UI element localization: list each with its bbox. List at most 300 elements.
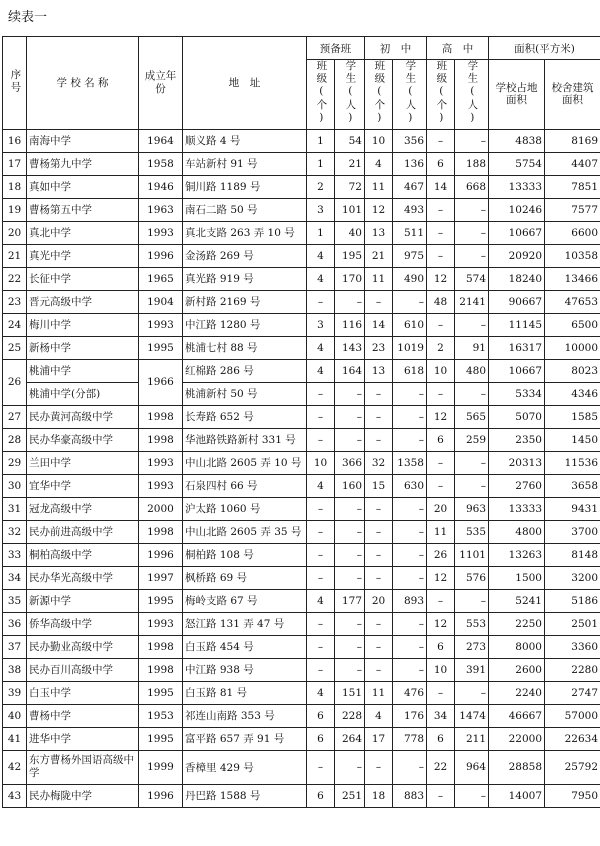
header-junior: 初 中 [365,37,427,60]
cell-senior-classes: 14 [427,175,455,198]
table-row [3,175,600,198]
cell-seq: 30 [3,474,27,497]
cell-name: 进华中学 [27,727,139,750]
cell-junior-students: 630 [393,474,427,497]
table-row [3,428,600,451]
table-row [3,474,600,497]
cell-address: 长寿路 652 号 [183,405,307,428]
cell-seq: 21 [3,244,27,267]
table-row [3,589,600,612]
cell-senior-classes: 10 [427,658,455,681]
cell-building-area: 2501 [545,612,600,635]
cell-land-area: 1500 [489,566,545,589]
table-row [3,704,600,727]
table-row [3,267,600,290]
cell-land-area: 8000 [489,635,545,658]
cell-seq: 34 [3,566,27,589]
cell-year: 1993 [139,451,183,474]
cell-junior-students: – [393,382,427,405]
cell-junior-students: – [393,497,427,520]
cell-name: 民办百川高级中学 [27,658,139,681]
cell-address: 中山北路 2605 弄 10 号 [183,451,307,474]
cell-name: 冠龙高级中学 [27,497,139,520]
cell-senior-classes: 12 [427,566,455,589]
cell-seq: 41 [3,727,27,750]
table-row [3,382,600,405]
cell-name: 桐柏高级中学 [27,543,139,566]
header-junior-classes: 班级(个) [365,60,393,130]
cell-building-area: 3658 [545,474,600,497]
cell-senior-classes: – [427,129,455,152]
cell-year: 1995 [139,336,183,359]
cell-building-area: 8169 [545,129,600,152]
cell-prep-classes: 1 [307,152,335,175]
cell-senior-classes: 6 [427,635,455,658]
cell-name: 晋元高级中学 [27,290,139,313]
cell-prep-students: 164 [335,359,365,382]
cell-prep-students: 101 [335,198,365,221]
cell-junior-classes: 12 [365,198,393,221]
cell-prep-classes: – [307,382,335,405]
cell-prep-students: – [335,566,365,589]
cell-year: 1998 [139,405,183,428]
cell-junior-classes: 10 [365,129,393,152]
cell-junior-students: 1019 [393,336,427,359]
header-area: 面积(平方米) [489,37,600,60]
cell-building-area: 6600 [545,221,600,244]
cell-name: 民办华光高级中学 [27,566,139,589]
header-name: 学 校 名 称 [27,37,139,130]
cell-junior-students: – [393,543,427,566]
cell-senior-students: 535 [455,520,489,543]
cell-year: 1963 [139,198,183,221]
cell-land-area: 16317 [489,336,545,359]
cell-prep-students: 151 [335,681,365,704]
cell-senior-classes: 6 [427,428,455,451]
cell-land-area: 14007 [489,784,545,807]
cell-address: 中江路 1280 号 [183,313,307,336]
cell-junior-students: 490 [393,267,427,290]
cell-junior-classes: 11 [365,175,393,198]
cell-year: 1953 [139,704,183,727]
cell-name: 桃浦中学 [27,359,139,382]
cell-prep-students: 170 [335,267,365,290]
cell-senior-classes: 48 [427,290,455,313]
cell-name: 新源中学 [27,589,139,612]
table-row [3,290,600,313]
table-row [3,359,600,382]
cell-senior-students: – [455,451,489,474]
header-land-area: 学校占地面积 [489,60,545,130]
cell-junior-students: 356 [393,129,427,152]
cell-seq: 22 [3,267,27,290]
cell-prep-classes: – [307,497,335,520]
cell-land-area: 18240 [489,267,545,290]
cell-senior-students: – [455,244,489,267]
cell-junior-students: 610 [393,313,427,336]
cell-seq: 28 [3,428,27,451]
cell-senior-classes: – [427,784,455,807]
cell-address: 桃浦新村 50 号 [183,382,307,405]
cell-building-area: 7577 [545,198,600,221]
cell-address: 中江路 938 号 [183,658,307,681]
cell-prep-classes: – [307,658,335,681]
cell-name: 真如中学 [27,175,139,198]
cell-senior-students: – [455,382,489,405]
cell-prep-classes: – [307,290,335,313]
cell-prep-classes: 6 [307,784,335,807]
cell-senior-classes: – [427,474,455,497]
cell-address: 桐柏路 108 号 [183,543,307,566]
cell-prep-classes: 4 [307,336,335,359]
header-senior-students: 学生(人) [455,60,489,130]
cell-prep-students: – [335,635,365,658]
cell-land-area: 5241 [489,589,545,612]
cell-junior-students: – [393,612,427,635]
cell-address: 中山北路 2605 弄 35 号 [183,520,307,543]
header-year: 成立年份 [139,37,183,130]
cell-prep-classes: – [307,520,335,543]
cell-senior-classes: 22 [427,750,455,784]
cell-land-area: 90667 [489,290,545,313]
cell-junior-classes: – [365,405,393,428]
cell-prep-classes: 3 [307,198,335,221]
cell-senior-classes: – [427,221,455,244]
cell-senior-classes: – [427,198,455,221]
cell-year: 1946 [139,175,183,198]
cell-building-area: 5186 [545,589,600,612]
schools-table [2,36,600,808]
cell-prep-classes: 4 [307,244,335,267]
cell-senior-students: 273 [455,635,489,658]
cell-senior-classes: 12 [427,267,455,290]
cell-seq: 38 [3,658,27,681]
cell-prep-students: 264 [335,727,365,750]
cell-prep-students: 72 [335,175,365,198]
cell-prep-students: – [335,428,365,451]
cell-senior-students: 1474 [455,704,489,727]
cell-building-area: 4346 [545,382,600,405]
table-caption: 续表一 [8,10,48,25]
cell-building-area: 1585 [545,405,600,428]
cell-prep-students: – [335,612,365,635]
cell-prep-students: 54 [335,129,365,152]
cell-senior-classes: 10 [427,359,455,382]
cell-address: 富平路 657 弄 91 号 [183,727,307,750]
cell-junior-students: – [393,520,427,543]
cell-senior-students: 2141 [455,290,489,313]
cell-prep-classes: 3 [307,313,335,336]
cell-prep-classes: 4 [307,359,335,382]
cell-year: 1995 [139,681,183,704]
cell-year: 1998 [139,635,183,658]
table-row [3,520,600,543]
cell-year: 1996 [139,784,183,807]
cell-seq: 16 [3,129,27,152]
cell-building-area: 10358 [545,244,600,267]
cell-building-area: 57000 [545,704,600,727]
cell-land-area: 2240 [489,681,545,704]
cell-prep-students: – [335,520,365,543]
header-seq: 序号 [3,37,27,130]
cell-junior-students: – [393,566,427,589]
cell-prep-classes: 6 [307,727,335,750]
cell-name: 长征中学 [27,267,139,290]
cell-seq: 27 [3,405,27,428]
cell-name: 民办华豪高级中学 [27,428,139,451]
cell-land-area: 13333 [489,175,545,198]
cell-prep-students: 195 [335,244,365,267]
cell-junior-classes: 21 [365,244,393,267]
cell-land-area: 13333 [489,497,545,520]
cell-senior-students: – [455,221,489,244]
cell-prep-students: 116 [335,313,365,336]
cell-senior-classes: 34 [427,704,455,727]
cell-junior-classes: – [365,612,393,635]
cell-prep-students: 177 [335,589,365,612]
cell-building-area: 8023 [545,359,600,382]
cell-building-area: 2280 [545,658,600,681]
cell-junior-students: 778 [393,727,427,750]
cell-senior-students: 1101 [455,543,489,566]
cell-senior-classes: – [427,589,455,612]
cell-year: 1998 [139,658,183,681]
table-row [3,681,600,704]
cell-prep-students: – [335,658,365,681]
cell-junior-classes: 20 [365,589,393,612]
cell-prep-classes: 4 [307,589,335,612]
cell-building-area: 47653 [545,290,600,313]
cell-prep-classes: 4 [307,474,335,497]
table-row [3,198,600,221]
cell-year: 1966 [139,359,183,405]
cell-prep-students: – [335,382,365,405]
table-row [3,336,600,359]
cell-prep-students: 143 [335,336,365,359]
cell-address: 红棉路 286 号 [183,359,307,382]
cell-seq: 42 [3,750,27,784]
cell-name: 民办前进高级中学 [27,520,139,543]
cell-land-area: 2760 [489,474,545,497]
cell-address: 顺义路 4 号 [183,129,307,152]
cell-prep-students: – [335,497,365,520]
cell-prep-classes: – [307,405,335,428]
cell-prep-students: 160 [335,474,365,497]
cell-junior-classes: – [365,658,393,681]
cell-name: 东方曹杨外国语高级中学 [27,750,139,784]
cell-address: 白玉路 81 号 [183,681,307,704]
cell-junior-classes: – [365,290,393,313]
cell-prep-classes: – [307,612,335,635]
cell-building-area: 3200 [545,566,600,589]
cell-year: 1958 [139,152,183,175]
cell-address: 车站新村 91 号 [183,152,307,175]
table-row [3,244,600,267]
cell-prep-classes: – [307,428,335,451]
header-address: 地 址 [183,37,307,130]
cell-senior-students: – [455,129,489,152]
cell-junior-students: 893 [393,589,427,612]
cell-junior-students: – [393,428,427,451]
cell-building-area: 9431 [545,497,600,520]
cell-year: 1996 [139,244,183,267]
cell-name: 曹杨第五中学 [27,198,139,221]
cell-prep-classes: 2 [307,175,335,198]
cell-junior-students: – [393,635,427,658]
cell-junior-classes: – [365,543,393,566]
cell-junior-students: 975 [393,244,427,267]
cell-junior-classes: – [365,520,393,543]
cell-junior-classes: 23 [365,336,393,359]
cell-land-area: 5070 [489,405,545,428]
cell-year: 1998 [139,428,183,451]
cell-junior-classes: 14 [365,313,393,336]
cell-prep-students: 366 [335,451,365,474]
cell-senior-classes: – [427,681,455,704]
table-row [3,497,600,520]
cell-junior-classes: 32 [365,451,393,474]
cell-senior-classes: – [427,382,455,405]
cell-land-area: 5334 [489,382,545,405]
cell-year: 1995 [139,727,183,750]
cell-name: 南海中学 [27,129,139,152]
cell-prep-classes: – [307,543,335,566]
cell-building-area: 7950 [545,784,600,807]
cell-address: 真北支路 263 弄 10 号 [183,221,307,244]
header-senior-classes: 班级(个) [427,60,455,130]
cell-senior-classes: – [427,451,455,474]
cell-year: 1965 [139,267,183,290]
cell-address: 沪太路 1060 号 [183,497,307,520]
cell-senior-classes: 12 [427,405,455,428]
cell-senior-classes: 20 [427,497,455,520]
cell-junior-students: 476 [393,681,427,704]
cell-year: 1996 [139,543,183,566]
table-row [3,451,600,474]
cell-junior-students: 883 [393,784,427,807]
cell-seq: 31 [3,497,27,520]
cell-name: 真光中学 [27,244,139,267]
cell-junior-students: 493 [393,198,427,221]
cell-land-area: 4838 [489,129,545,152]
cell-name: 曹杨第九中学 [27,152,139,175]
cell-senior-classes: 6 [427,727,455,750]
cell-senior-students: 91 [455,336,489,359]
cell-prep-classes: – [307,635,335,658]
cell-land-area: 20313 [489,451,545,474]
cell-address: 祁连山南路 353 号 [183,704,307,727]
cell-junior-students: 511 [393,221,427,244]
cell-prep-classes: – [307,750,335,784]
cell-building-area: 13466 [545,267,600,290]
table-row [3,405,600,428]
cell-seq: 26 [3,359,27,405]
header-prep: 预备班 [307,37,365,60]
cell-senior-classes: 2 [427,336,455,359]
cell-junior-classes: 17 [365,727,393,750]
cell-land-area: 2250 [489,612,545,635]
cell-year: 1993 [139,474,183,497]
cell-name: 民办梅陇中学 [27,784,139,807]
cell-name: 新杨中学 [27,336,139,359]
cell-senior-classes: 11 [427,520,455,543]
cell-year: 1964 [139,129,183,152]
cell-prep-classes: 10 [307,451,335,474]
cell-junior-students: 136 [393,152,427,175]
cell-prep-students: 228 [335,704,365,727]
cell-land-area: 11145 [489,313,545,336]
cell-junior-classes: – [365,497,393,520]
cell-year: 1997 [139,566,183,589]
cell-junior-classes: – [365,750,393,784]
cell-land-area: 2600 [489,658,545,681]
cell-seq: 33 [3,543,27,566]
cell-prep-classes: 4 [307,267,335,290]
cell-junior-students: 467 [393,175,427,198]
cell-senior-classes: 26 [427,543,455,566]
cell-name: 梅川中学 [27,313,139,336]
cell-senior-students: 211 [455,727,489,750]
table-body [3,129,600,807]
cell-address: 丹巴路 1588 号 [183,784,307,807]
table-row [3,750,600,784]
cell-address: 白玉路 454 号 [183,635,307,658]
cell-senior-students: 574 [455,267,489,290]
cell-address: 梅岭支路 67 号 [183,589,307,612]
cell-prep-students: – [335,290,365,313]
cell-senior-students: – [455,784,489,807]
cell-land-area: 28858 [489,750,545,784]
cell-year: 1904 [139,290,183,313]
cell-senior-students: 188 [455,152,489,175]
table-row [3,612,600,635]
cell-address: 金汤路 269 号 [183,244,307,267]
cell-land-area: 4800 [489,520,545,543]
cell-junior-students: – [393,658,427,681]
cell-senior-students: 259 [455,428,489,451]
cell-building-area: 22634 [545,727,600,750]
cell-name: 民办勤业高级中学 [27,635,139,658]
cell-prep-students: 40 [335,221,365,244]
cell-building-area: 11536 [545,451,600,474]
cell-year: 1998 [139,520,183,543]
table-row [3,152,600,175]
table-row [3,727,600,750]
cell-seq: 20 [3,221,27,244]
cell-senior-students: 553 [455,612,489,635]
cell-year: 1993 [139,221,183,244]
cell-seq: 40 [3,704,27,727]
cell-land-area: 5754 [489,152,545,175]
cell-address: 香樟里 429 号 [183,750,307,784]
cell-address: 桃浦七村 88 号 [183,336,307,359]
cell-address: 铜川路 1189 号 [183,175,307,198]
cell-year: 1995 [139,589,183,612]
cell-address: 华池路铁路新村 331 号 [183,428,307,451]
cell-senior-students: 964 [455,750,489,784]
cell-seq: 18 [3,175,27,198]
cell-senior-students: – [455,313,489,336]
cell-seq: 36 [3,612,27,635]
table-row [3,635,600,658]
cell-address: 枫桥路 69 号 [183,566,307,589]
cell-junior-students: – [393,290,427,313]
cell-senior-students: – [455,589,489,612]
cell-name: 民办黄河高级中学 [27,405,139,428]
cell-land-area: 46667 [489,704,545,727]
cell-building-area: 8148 [545,543,600,566]
table-row [3,221,600,244]
